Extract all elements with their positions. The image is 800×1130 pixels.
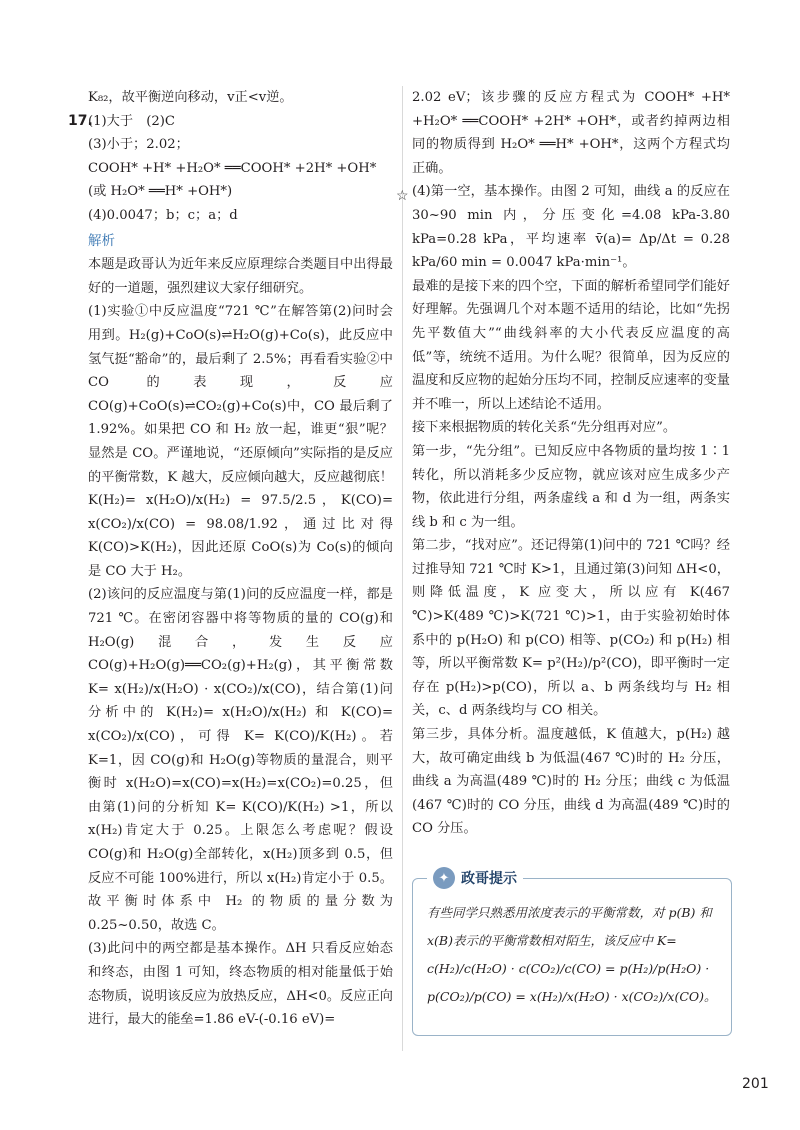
answer-line: (3)小于；2.02；: [88, 137, 189, 153]
column-divider: [402, 86, 403, 1051]
question-number: 17.: [68, 112, 93, 129]
analysis-paragraph: 本题是政哥认为近年来反应原理综合类题目中出得最好的一道题，强烈建议大家仔细研究。: [88, 257, 393, 296]
tip-body: 有些同学只熟悉用浓度表示的平衡常数，对 p(B) 和 x(B)表示的平衡常数相对陌生，该反应中 K= c(H₂)/c(H₂O) · c(CO₂)/c(CO) = p(H₂)/p(H₂O) · p(CO₂)/p(CO) = x(H₂)/x(H₂O) · x(CO₂)/x(CO)。: [427, 905, 717, 1004]
analysis-label: 解析: [88, 232, 115, 249]
analysis-paragraph: 2.02 eV；该步骤的反应方程式为 COOH* +H* +H₂O* ══COOH* +2H* +OH*，或者约掉两边相同的物质得到 H₂O* ══H* +OH*，这两个方程式均正确。: [412, 90, 730, 176]
analysis-paragraph: 最难的是接下来的四个空，下面的解析希望同学们能好好理解。先强调几个对本题不适用的结论，比如“先拐先平数值大”“曲线斜率的大小代表反应温度的高低”等，统统不适用。为什么呢？很简单，因为反应的温度和反应物的起始分压均不同，控制反应速率的变量并不唯一，所以上述结论不适用。: [412, 278, 730, 412]
right-column: [412, 86, 730, 841]
page-number: 201: [742, 1076, 769, 1092]
analysis-paragraph: (4)第一空，基本操作。由图 2 可知，曲线 a 的反应在 30~90 min 内，分压变化=4.08 kPa-3.80 kPa=0.28 kPa，平均速率 v̄(a)= Δp/Δt = 0.28 kPa/60 min = 0.0047 kPa·min⁻¹。: [412, 184, 730, 271]
analysis-paragraph: 第二步，“找对应”。还记得第(1)问中的 721 ℃吗？经过推导知 721 ℃时 K>1，且通过第(3)问知 ΔH<0，则降低温度，K 应变大，所以应有 K(467 ℃)>K(489 ℃)>K(721 ℃)>1，由于实验初始时体系中的 p(H₂O) 和 p(CO) 相等、p(CO₂) 和 p(H₂) 相等，所以平衡常数 K= p²(H₂)/p²(CO)，即平衡时一定存在 p(H₂)>p(CO)，所以 a、b 两条线均与 H₂ 相关，c、d 两条线均与 CO 相关。: [412, 538, 730, 719]
analysis-paragraph: (3)此问中的两空都是基本操作。ΔH 只看反应始态和终态，由图 1 可知，终态物质的相对能量低于始态物质，说明该反应为放热反应，ΔH<0。反应正向进行，最大的能垒=1.86 eV-(-0.16 eV)=: [88, 941, 393, 1028]
tip-box: [412, 870, 732, 1036]
analysis-paragraph: 第三步，具体分析。温度越低，K 值越大，p(H₂) 越大，故可确定曲线 b 为低温(467 ℃)时的 H₂ 分压，曲线 a 为高温(489 ℃)时的 H₂ 分压；曲线 c 为低温(467 ℃)时的 CO 分压，曲线 d 为高温(489 ℃)时的 CO 分压。: [412, 727, 730, 837]
tip-title: 政哥提示: [461, 871, 517, 887]
analysis-paragraph: 第一步，“先分组”。已知反应中各物质的量均按 1∶1 转化，所以消耗多少反应物，就应该对应生成多少产物，依此进行分组，两条虚线 a 和 d 为一组，两条实线 b 和 c 为一组。: [412, 443, 730, 530]
answer-block: [68, 110, 393, 228]
answer-line: (或 H₂O* ══H* +OH*): [88, 184, 233, 200]
analysis-paragraph: (2)该问的反应温度与第(1)问的反应温度一样，都是 721 ℃。在密闭容器中将等物质的量的 CO(g)和 H₂O(g)混合，发生反应 CO(g)+H₂O(g)══CO₂(g)+H₂(g)，其平衡常数 K= x(H₂)/x(H₂O) · x(CO₂)/x(CO)，结合第(1)问分析中的 K(H₂)= x(H₂O)/x(H₂) 和 K(CO)= x(CO₂)/x(CO)，可得 K= K(CO)/K(H₂)。若 K=1，因 CO(g)和 H₂O(g)等物质的量混合，则平衡时 x(H₂O)=x(CO)=x(H₂)=x(CO₂)=0.25，但由第(1)问的分析知 K= K(CO)/K(H₂) >1，所以 x(H₂)肯定大于 0.25。上限怎么考虑呢？假设 CO(g)和 H₂O(g)全部转化，x(H₂)顶多到 0.5，但反应不可能 100%进行，所以 x(H₂)肯定小于 0.5。故平衡时体系中 H₂ 的物质的量分数为 0.25~0.50，故选 C。: [88, 587, 393, 933]
continuation-line: K₈₂，故平衡逆向移动，v正<v逆。: [88, 90, 293, 105]
answer-line: (1)大于 (2)C: [88, 113, 176, 129]
analysis-paragraph: (1)实验①中反应温度“721 ℃”在解答第(2)问时会用到。H₂(g)+CoO(s)⇌H₂O(g)+Co(s)，此反应中氢气挺“豁命”的，最后剩了 2.5%；再看看实验②中 CO 的表现，反应 CO(g)+CoO(s)⇌CO₂(g)+Co(s)中，CO 最后剩了 1.92%。如果把 CO 和 H₂ 放一起，谁更“狠”呢？显然是 CO。严谨地说，“还原倾向”实际指的是反应的平衡常数，K 越大，反应倾向越大，反应越彻底！K(H₂)= x(H₂O)/x(H₂) = 97.5/2.5，K(CO)= x(CO₂)/x(CO) = 98.08/1.92，通过比对得 K(CO)>K(H₂)，因此还原 CoO(s)为 Co(s)的倾向是 CO 大于 H₂。: [88, 304, 393, 579]
left-column: [68, 86, 393, 1032]
answer-line: (4)0.0047；b；c；a；d: [88, 207, 238, 223]
analysis-paragraph: 接下来根据物质的转化关系“先分组再对应”。: [412, 420, 677, 436]
star-icon: ☆: [396, 188, 409, 204]
tip-header: [427, 867, 523, 889]
lightbulb-icon: ✦: [433, 867, 455, 889]
answer-line: COOH* +H* +H₂O* ══COOH* +2H* +OH*: [88, 160, 377, 176]
